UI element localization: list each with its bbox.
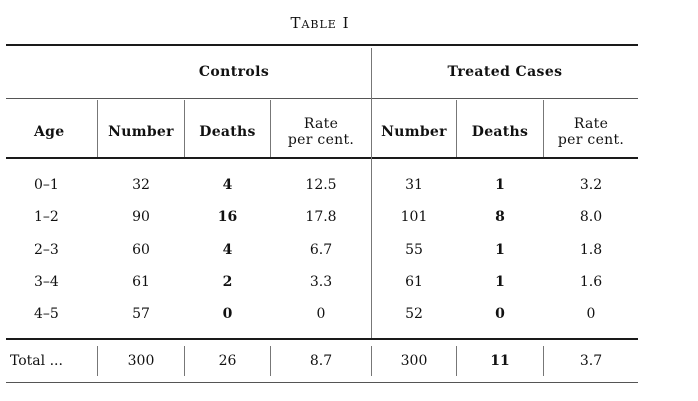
header-controls-deaths: Deaths	[199, 124, 256, 140]
cell-treated-number: 31	[405, 177, 423, 193]
cell-controls-rate: 0	[316, 306, 326, 322]
table-title: Table I	[290, 14, 350, 32]
cell-controls-deaths: 16	[217, 209, 238, 225]
cell-treated-rate: 1.8	[579, 242, 603, 258]
header-controls-rate	[271, 116, 371, 148]
cell-treated-deaths: 8	[495, 209, 505, 225]
cell-age: 2–3	[34, 242, 59, 258]
cell-treated-rate: 8.0	[579, 209, 603, 225]
body-rule	[6, 338, 638, 340]
total-controls-number: 300	[127, 353, 155, 369]
cell-controls-rate: 3.3	[309, 274, 333, 290]
cell-treated-rate: 3.2	[579, 177, 603, 193]
cell-treated-number: 52	[405, 306, 423, 322]
header-treated-number: Number	[381, 124, 447, 140]
header-age: Age	[34, 124, 65, 140]
total-treated-deaths: 11	[490, 353, 510, 369]
cell-age: 1–2	[34, 209, 59, 225]
header-rule	[6, 157, 638, 159]
cell-treated-deaths: 1	[495, 274, 505, 290]
group-rule	[6, 98, 638, 99]
cell-controls-number: 90	[132, 209, 150, 225]
header-treated-rate	[544, 116, 638, 148]
cell-controls-deaths: 0	[222, 306, 233, 322]
total-treated-rate: 3.7	[579, 353, 603, 369]
top-rule	[6, 44, 638, 46]
cell-treated-number: 101	[400, 209, 428, 225]
group-heading-treated: Treated Cases	[447, 64, 563, 80]
cell-controls-number: 57	[132, 306, 150, 322]
total-label: Total ...	[10, 353, 63, 369]
cell-controls-number: 60	[132, 242, 150, 258]
cell-treated-number: 55	[405, 242, 423, 258]
cell-age: 0–1	[34, 177, 59, 193]
total-treated-number: 300	[400, 353, 428, 369]
cell-controls-deaths: 4	[222, 177, 233, 193]
total-controls-deaths: 26	[218, 353, 237, 369]
cell-controls-rate: 12.5	[305, 177, 337, 193]
cell-treated-deaths: 1	[495, 177, 505, 193]
group-divider	[371, 48, 372, 338]
header-treated-rate-line2: per cent.	[557, 132, 625, 148]
header-controls-rate-line1: Rate	[303, 116, 339, 132]
cell-controls-rate: 6.7	[309, 242, 333, 258]
cell-age: 4–5	[34, 306, 59, 322]
cell-treated-deaths: 0	[495, 306, 505, 322]
cell-controls-number: 61	[132, 274, 150, 290]
header-treated-rate-line1: Rate	[573, 116, 609, 132]
header-treated-deaths: Deaths	[471, 124, 529, 140]
cell-age: 3–4	[34, 274, 59, 290]
cell-controls-rate: 17.8	[305, 209, 337, 225]
total-controls-rate: 8.7	[309, 353, 333, 369]
cell-controls-number: 32	[132, 177, 150, 193]
cell-treated-rate: 1.6	[579, 274, 603, 290]
bottom-rule	[6, 382, 638, 383]
cell-controls-deaths: 4	[222, 242, 233, 258]
cell-treated-rate: 0	[586, 306, 596, 322]
group-heading-controls: Controls	[198, 64, 270, 80]
cell-treated-number: 61	[405, 274, 423, 290]
header-controls-rate-line2: per cent.	[287, 132, 355, 148]
header-controls-number: Number	[108, 124, 174, 140]
cell-controls-deaths: 2	[222, 274, 233, 290]
cell-treated-deaths: 1	[495, 242, 505, 258]
